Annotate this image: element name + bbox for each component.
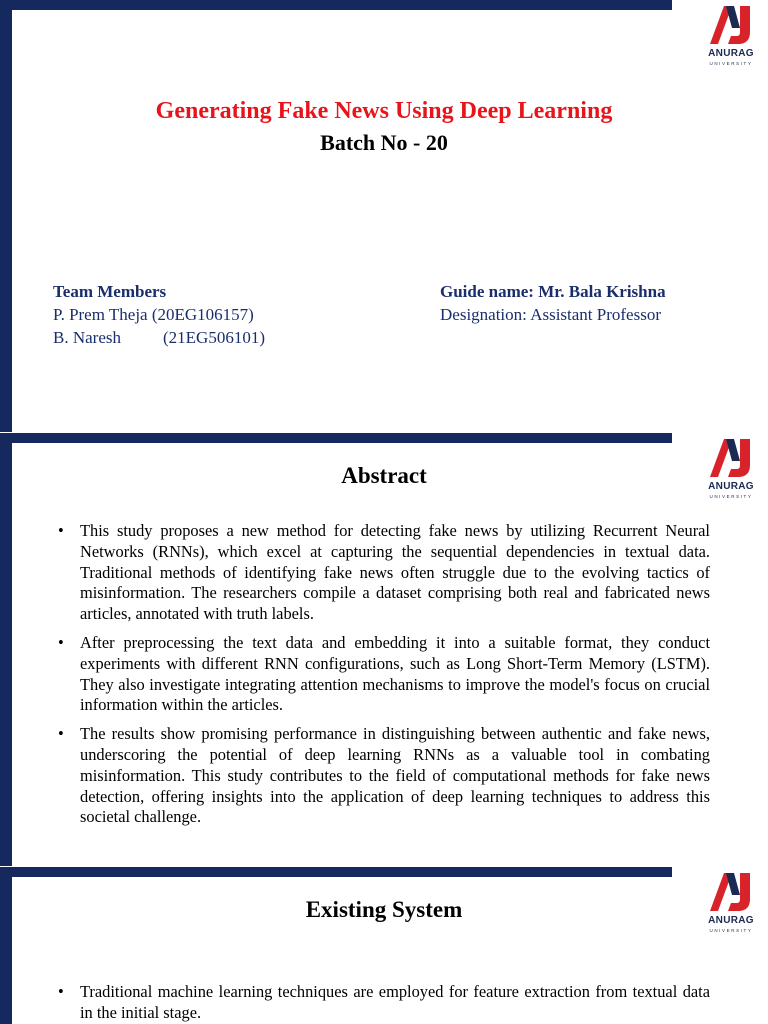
member-id: (21EG506101) xyxy=(163,328,265,347)
abstract-bullet-list xyxy=(58,521,710,836)
top-accent-bar xyxy=(0,867,672,877)
top-accent-bar xyxy=(0,0,672,10)
top-accent-bar xyxy=(0,433,672,443)
logo-subtext: UNIVERSITY xyxy=(709,494,753,499)
anurag-university-logo xyxy=(702,2,760,72)
slide-title xyxy=(0,0,768,432)
bullet-icon: • xyxy=(58,724,64,744)
logo-wordmark: ANURAG xyxy=(708,915,754,926)
left-accent-bar xyxy=(0,867,12,1024)
list-item: • After preprocessing the text data and embedding it into a suitable format, they conduct experiments with different RNN configurations, such as Long Short-Term Memory (LSTM). They also investigate integrating attention mechanisms to improve the model's focus on crucial information within the articles. xyxy=(58,632,710,715)
presentation-title: Generating Fake News Using Deep Learning xyxy=(155,98,613,124)
list-item: • This study proposes a new method for detecting fake news by utilizing Recurrent Neural Networks (RNNs), which excel at capturing the sequential dependencies in textual data. Traditional methods of identifying fake news often struggle due to the evolving tactics of misinformation. The researchers compile a dataset comprising both real and fabricated news articles, annotated with truth labels. xyxy=(58,521,710,624)
logo-wordmark: ANURAG xyxy=(708,48,754,59)
slide-heading: Existing System xyxy=(305,897,463,922)
list-item: • Traditional machine learning techniques are employed for feature extraction from textual data in the initial stage. xyxy=(58,982,710,1022)
guide-designation: Designation: Assistant Professor xyxy=(440,305,661,324)
existing-system-bullet-list xyxy=(58,982,710,1024)
member-row xyxy=(53,303,265,326)
logo-subtext: UNIVERSITY xyxy=(709,928,753,933)
team-heading: Team Members xyxy=(53,282,167,301)
logo-wordmark: ANURAG xyxy=(708,481,754,492)
member-id: (20EG106157) xyxy=(151,305,254,324)
au-mark-icon xyxy=(702,2,760,48)
bullet-icon: • xyxy=(58,632,64,652)
slide-existing-system xyxy=(0,867,768,1024)
left-accent-bar xyxy=(0,0,12,432)
logo-subtext: UNIVERSITY xyxy=(709,61,753,66)
slide-heading: Abstract xyxy=(341,463,427,488)
batch-number: Batch No - 20 xyxy=(320,130,448,155)
slide-abstract xyxy=(0,433,768,866)
team-members-block xyxy=(53,280,265,349)
guide-name: Guide name: Mr. Bala Krishna xyxy=(440,282,666,301)
member-name: B. Naresh xyxy=(53,328,121,347)
member-name: P. Prem Theja xyxy=(53,305,148,324)
left-accent-bar xyxy=(0,433,12,866)
member-row xyxy=(53,326,265,349)
bullet-icon: • xyxy=(58,982,64,1001)
list-item: • The results show promising performance in distinguishing between authentic and fake news, underscoring the potential of deep learning RNNs as a valuable tool in combating misinformation. This study contributes to the field of computational methods for fake news detection, offering insights into the application of deep learning techniques to address this societal challenge. xyxy=(58,724,710,827)
bullet-icon: • xyxy=(58,521,64,540)
guide-block xyxy=(440,280,666,326)
